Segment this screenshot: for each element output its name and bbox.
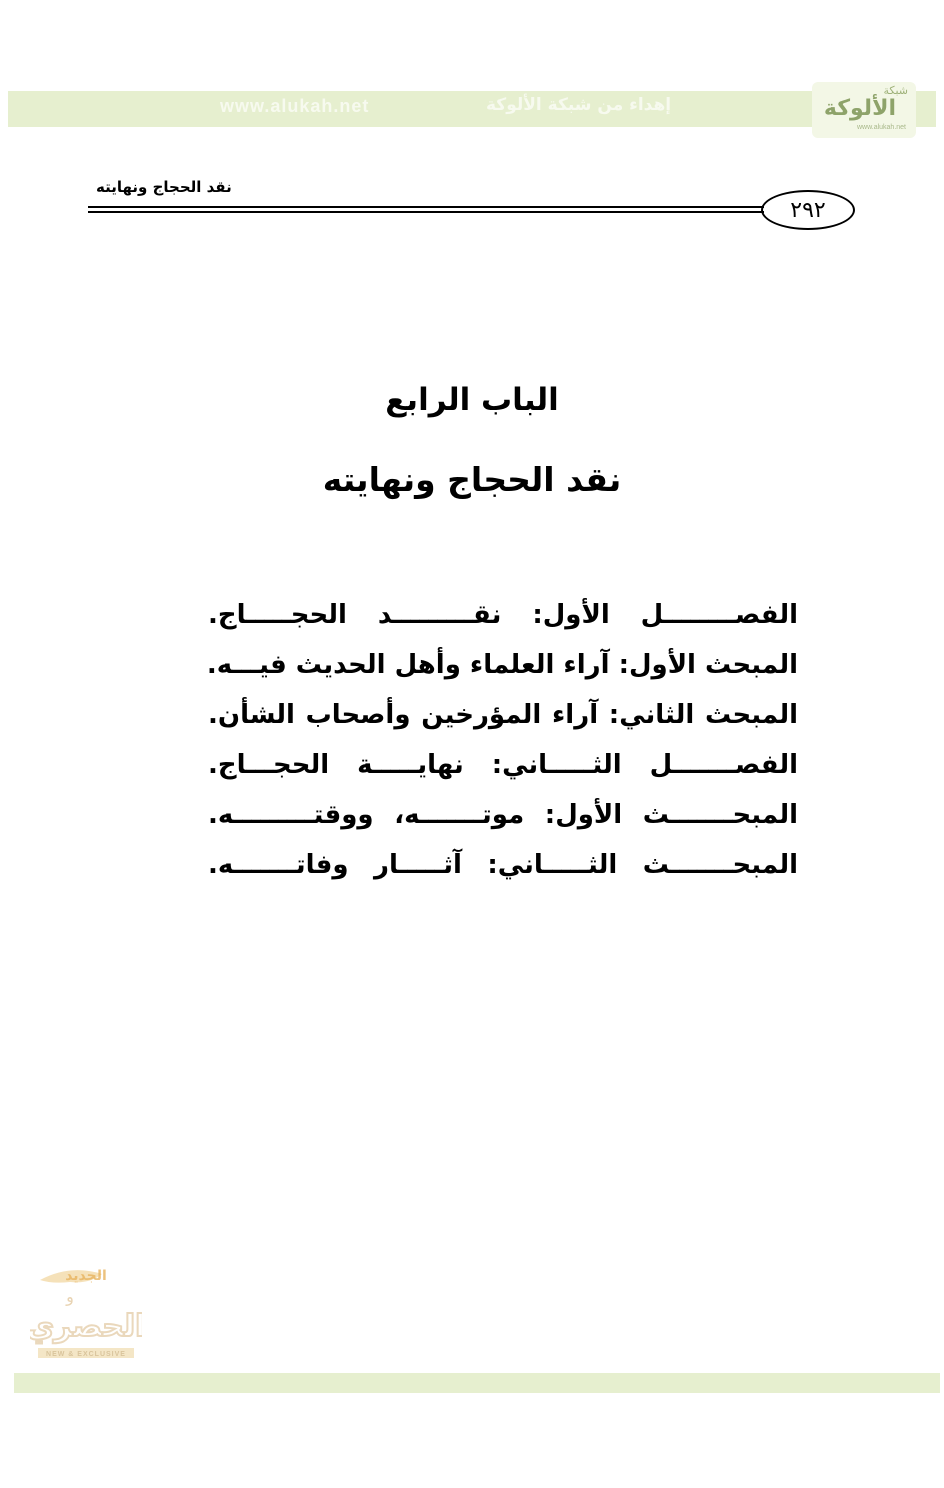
running-title: نقد الحجاج ونهايته — [96, 178, 232, 196]
alukah-logo — [812, 82, 916, 138]
banner-url: www.alukah.net — [220, 96, 370, 116]
toc-line: المبحث الثاني: آراء المؤرخين وأصحاب الشأن. — [208, 700, 798, 730]
logo-top-text: الجديد — [65, 1268, 107, 1284]
logo-network-label: شبكة — [883, 84, 908, 97]
page-number: ٢٩٢ — [790, 197, 826, 223]
logo-sub-text: NEW & EXCLUSIVE — [46, 1351, 126, 1358]
logo-main-text: الحصري — [30, 1309, 142, 1344]
new-exclusive-logo-graphic — [30, 1250, 142, 1362]
page-number-oval — [761, 190, 855, 230]
toc-line: المبحـــــــث الثـــــاني: آثـــــار وفاتـــــــه. — [208, 850, 798, 880]
new-exclusive-logo — [30, 1250, 142, 1362]
part-title: الباب الرابع — [385, 382, 559, 418]
bottom-banner — [14, 1373, 940, 1393]
logo-name: الألوكة — [823, 96, 896, 121]
banner-gift-text: إهداء من شبكة الألوكة — [486, 95, 672, 115]
toc-line: الفصــــــــل الأول: نقـــــــــد الحجـــــاج. — [208, 600, 798, 630]
logo-url: www.alukah.net — [856, 124, 906, 131]
part-subtitle: نقد الحجاج ونهايته — [322, 460, 622, 499]
toc-line: المبحث الأول: آراء العلماء وأهل الحديث فيـــه. — [206, 650, 798, 680]
toc-line: المبحـــــــث الأول: موتـــــــه، ووقتـــــــــه. — [208, 800, 798, 830]
toc-line: الفصـــــــل الثـــــاني: نهايـــــة الحجـــاج. — [208, 750, 798, 780]
top-banner — [8, 91, 936, 127]
header-rule-bottom — [88, 211, 764, 213]
logo-connector: و — [66, 1287, 74, 1306]
header-rule-top — [88, 206, 764, 208]
table-of-contents — [208, 592, 798, 892]
